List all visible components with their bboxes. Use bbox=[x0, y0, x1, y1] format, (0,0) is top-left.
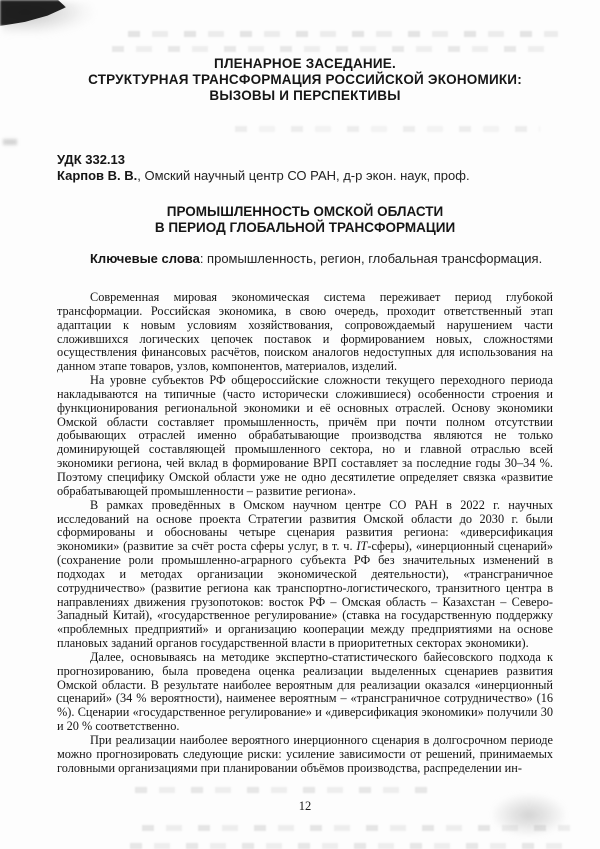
paragraph-2: На уровне субъектов РФ общероссийские сложности текущего переходного периода накладываются на типичные (часто исторически сложившиеся) особенности строения и функционирования региональной экономики и её основных отраслей. Основу экономики Омской области составляет промышленность, причём при почти полном отсутствии добывающих отраслей именно обрабатывающие производства являются не только доминирующей составляющей промышленного сектора, но и главной отраслью всей экономики региона, чей вклад в формирование ВРП составляет за последние годы 30–34 %. Поэтому специфику Омской области уже не одно десятилетие определяет связка «развитие обрабатывающей промышленности – развитие региона». bbox=[57, 373, 553, 498]
section-header-line-1: ПЛЕНАРНОЕ ЗАСЕДАНИЕ. bbox=[214, 56, 396, 71]
page-number: 12 bbox=[298, 799, 312, 813]
author-affiliation: , Омский научный центр СО РАН, д-р экон. наук, проф. bbox=[137, 168, 470, 183]
scan-artifact-ghost-row-top-2 bbox=[112, 46, 558, 52]
section-header-line-3: ВЫЗОВЫ И ПЕРСПЕКТИВЫ bbox=[209, 88, 401, 103]
article-body bbox=[57, 291, 553, 776]
paragraph-1: Современная мировая экономическая система переживает период глубокой трансформации. Российская экономика, в свою очередь, проходит ответственный этап адаптации к новым условиям хозяйствования, сопровождаемый нарушением части сложившихся логических цепочек поставок и формированием новых, сложностями осуществления финансовых расчётов, поиском аналогов недоступных для использования на данном этапе товаров, узлов, компонентов, материалов, изделий. bbox=[57, 290, 553, 374]
paragraph-3-text-b: -сферы), «инерционный сценарий» (сохранение роли промышленно-аграрного субъекта РФ без значительных изменений в подходах и методах организации экономической деятельности), «трансграничное сотрудничество» (развитие региона как транспортно-логистического, транзитного центра в направлениях движения грузопотоков: восток РФ – Омская область – Казахстан – Северо-Западный Китай), «государственное регулирование» (ставка на государственную поддержку «проблемных предприятий» и организацию кооперации между предприятиями на основе плановых заданий органов государственной власти в приоритетных секторах экономики). bbox=[57, 539, 553, 651]
article-title-line-2: В ПЕРИОД ГЛОБАЛЬНОЙ ТРАНСФОРМАЦИИ bbox=[154, 219, 456, 235]
keywords-text: : промышленность, регион, глобальная трансформация. bbox=[199, 251, 543, 266]
section-header-line-2: СТРУКТУРНАЯ ТРАНСФОРМАЦИЯ РОССИЙСКОЙ ЭКОНОМИКИ: bbox=[88, 72, 522, 87]
scan-artifact-ghost-row-bottom-3 bbox=[130, 843, 562, 849]
paragraph-4: Далее, основываясь на методике экспертно-статистического байесовского подхода к прогнозированию, была проведена оценка реализации выделенных сценариев развития Омской области. В результате наиболее вероятным для реализации оказался «инерционный сценарий» (34 % вероятности), наименее вероятным – «трансграничное сотрудничество» (16 %). Сценарии «государственное регулирование» и «диверсификация экономики» получили 30 и 20 % соответственно. bbox=[57, 649, 553, 734]
author-line bbox=[57, 168, 553, 184]
paragraph-3 bbox=[57, 499, 553, 651]
article-title bbox=[57, 204, 553, 235]
keywords-label: Ключевые слова bbox=[90, 251, 200, 266]
author-name: Карпов В. В. bbox=[57, 168, 138, 183]
paragraph-3-text-a: В рамках проведённых в Омском научном центре СО РАН в 2022 г. научных исследований на основе проекта Стратегии развития Омской области до 2030 г. были сформированы и обоснованы четыре сценария развития региона: «диверсификация экономики» (развитие за счёт роста сферы услуг, в т. ч. bbox=[57, 497, 553, 554]
article-title-line-1: ПРОМЫШЛЕННОСТЬ ОМСКОЙ ОБЛАСТИ bbox=[166, 204, 444, 219]
keywords-line bbox=[57, 251, 553, 267]
section-header bbox=[57, 56, 553, 104]
scan-artifact-ghost-row-bottom-1 bbox=[135, 787, 430, 793]
udc-code: УДК 332.13 bbox=[57, 152, 125, 167]
paragraph-3-italic-run: IT bbox=[356, 539, 368, 554]
scan-artifact-ghost-row-mid bbox=[235, 126, 540, 132]
scan-artifact-ghost-row-top-1 bbox=[128, 31, 558, 37]
paragraph-5: При реализации наиболее вероятного инерционного сценария в долгосрочном периоде можно прогнозировать следующие риски: усиление зависимости от решений, принимаемых головными организациями при планировании объёмов производства, распределении ин- bbox=[57, 733, 553, 775]
scan-artifact-edge-mark bbox=[3, 139, 17, 145]
